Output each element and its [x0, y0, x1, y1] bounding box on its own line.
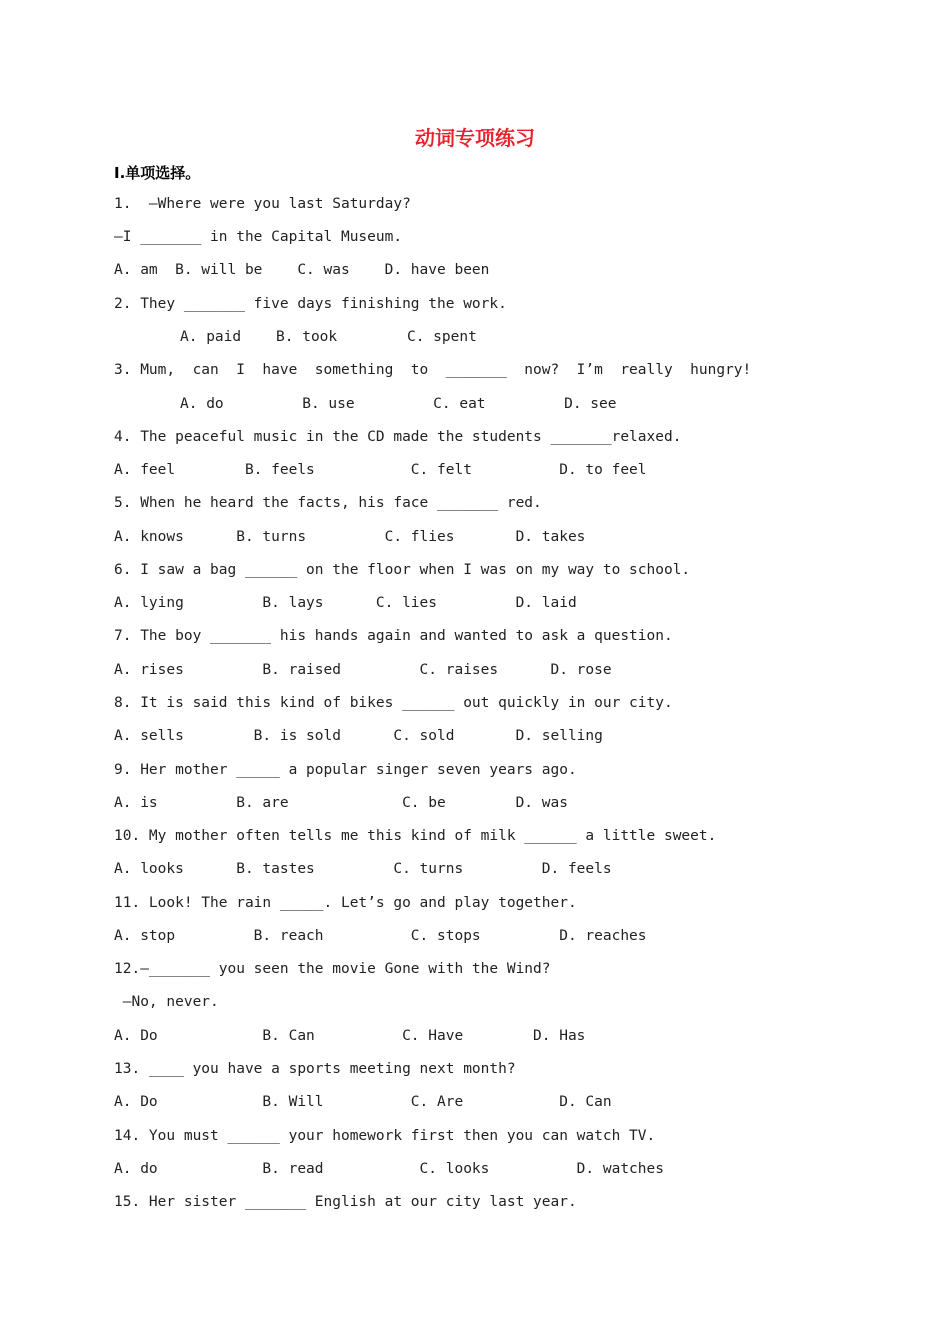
question-line: A. looks B. tastes C. turns D. feels	[114, 861, 612, 877]
question-line: 7. The boy _______ his hands again and wanted to ask a question.	[114, 628, 673, 644]
question-line: A. Do B. Will C. Are D. Can	[114, 1094, 612, 1110]
question-line: 8. It is said this kind of bikes ______ out quickly in our city.	[114, 695, 673, 711]
question-line: 4. The peaceful music in the CD made the students _______relaxed.	[114, 429, 682, 445]
question-line: A. rises B. raised C. raises D. rose	[114, 662, 612, 678]
question-line: 11. Look! The rain _____. Let’s go and play together.	[114, 895, 577, 911]
question-line: 3. Mum, can I have something to _______ now? I’m really hungry!	[114, 362, 752, 378]
document-title: 动词专项练习	[415, 126, 535, 150]
question-line: 5. When he heard the facts, his face _______ red.	[114, 495, 542, 511]
question-line: A. do B. read C. looks D. watches	[114, 1161, 664, 1177]
question-line: A. stop B. reach C. stops D. reaches	[114, 928, 647, 944]
question-line: A. lying B. lays C. lies D. laid	[114, 595, 577, 611]
question-line: —No, never.	[114, 994, 219, 1010]
question-line: A. paid B. took C. spent	[180, 329, 477, 345]
question-line: A. sells B. is sold C. sold D. selling	[114, 728, 603, 744]
question-line: 15. Her sister _______ English at our city last year.	[114, 1194, 577, 1210]
question-line: 10. My mother often tells me this kind of milk ______ a little sweet.	[114, 828, 717, 844]
question-line: A. am B. will be C. was D. have been	[114, 262, 490, 278]
question-line: 12.—_______ you seen the movie Gone with the Wind?	[114, 961, 551, 977]
question-line: A. is B. are C. be D. was	[114, 795, 568, 811]
question-line: A. do B. use C. eat D. see	[180, 396, 617, 412]
question-line: 6. I saw a bag ______ on the floor when I was on my way to school.	[114, 562, 691, 578]
question-line: A. knows B. turns C. flies D. takes	[114, 529, 586, 545]
question-line: 1. —Where were you last Saturday?	[114, 196, 411, 212]
question-line: A. Do B. Can C. Have D. Has	[114, 1028, 586, 1044]
question-line: 2. They _______ five days finishing the work.	[114, 296, 507, 312]
question-line: 14. You must ______ your homework first then you can watch TV.	[114, 1128, 656, 1144]
question-line: 13. ____ you have a sports meeting next month?	[114, 1061, 516, 1077]
question-line: —I _______ in the Capital Museum.	[114, 229, 403, 245]
question-line: A. feel B. feels C. felt D. to feel	[114, 462, 647, 478]
section-heading: I.单项选择。	[114, 164, 201, 182]
question-line: 9. Her mother _____ a popular singer seven years ago.	[114, 762, 577, 778]
